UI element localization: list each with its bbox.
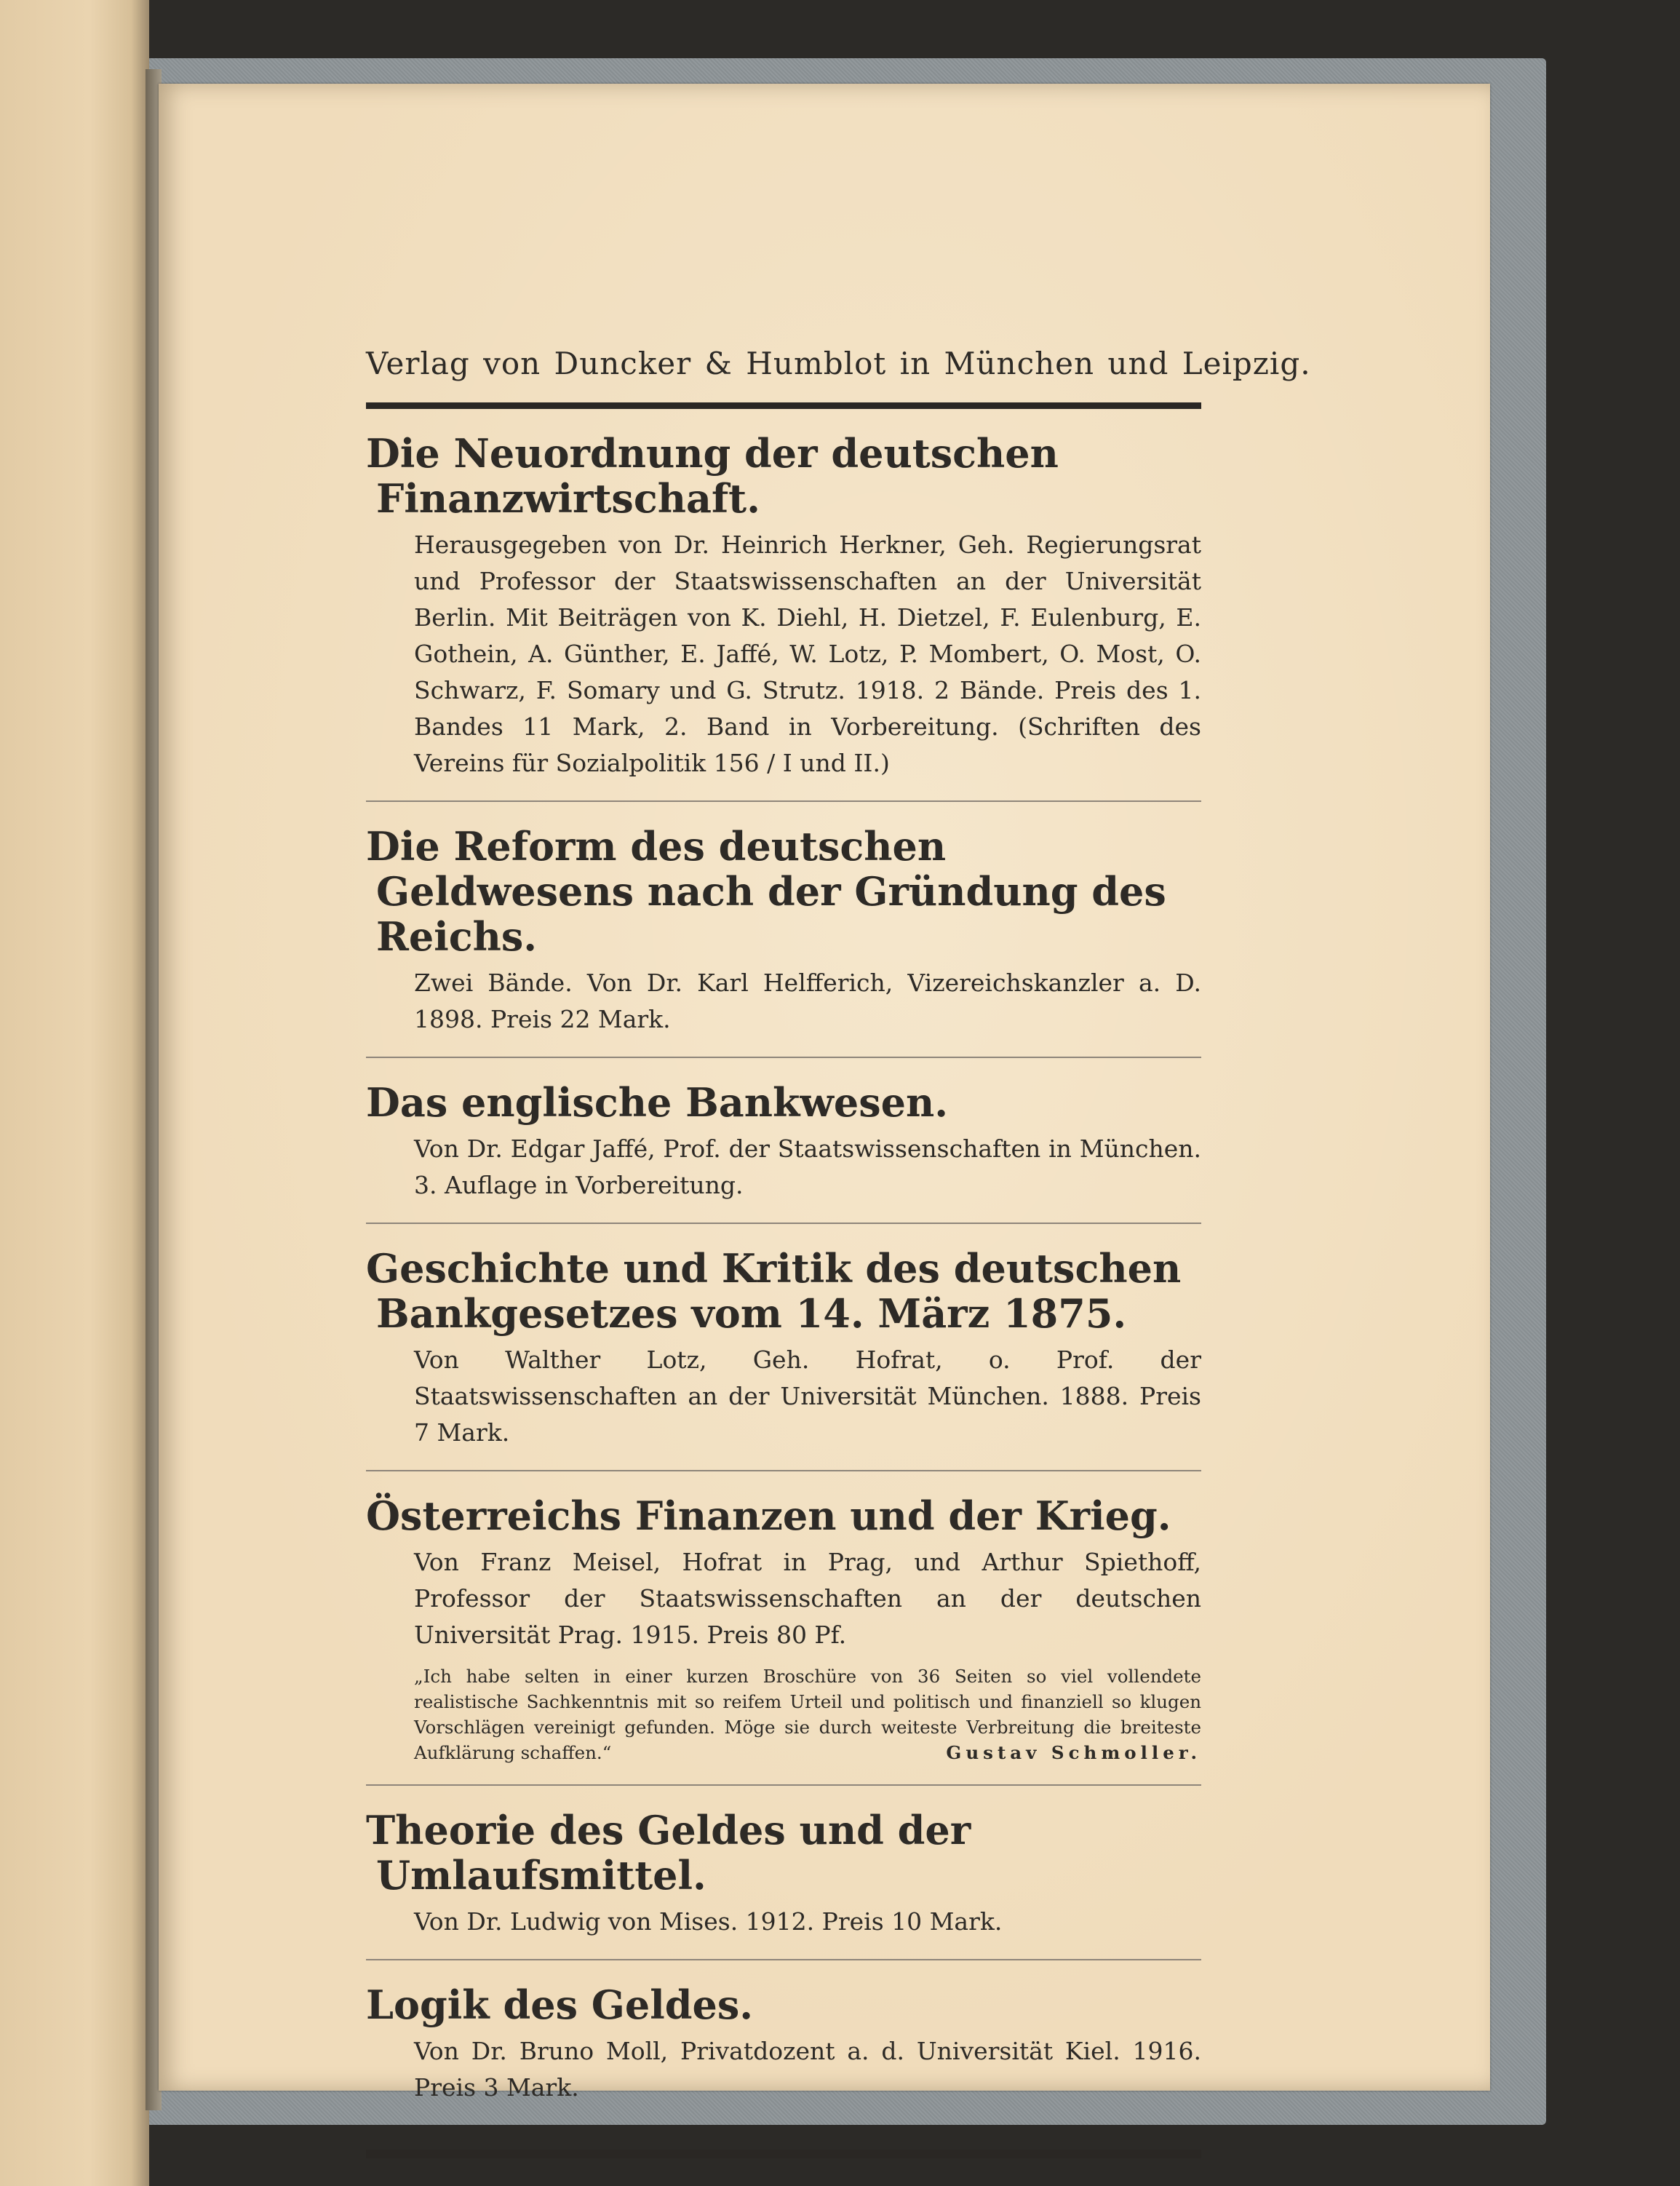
entry-title: Theorie des Geldes und der Umlaufsmittel.: [366, 1807, 971, 1899]
entry-title: Das englische Bankwesen.: [366, 1079, 949, 1126]
entry-divider: [366, 1470, 1201, 1471]
entry-description: Von Dr. Edgar Jaffé, Prof. der Staatswissenschaften in München. 3. Auflage in Vorbereitung.: [414, 1134, 1201, 1200]
book-entry: [366, 1080, 1201, 1204]
left-page: [0, 0, 149, 2186]
publisher-header: Verlag von Duncker & Humblot in München und Leipzig.: [366, 346, 1311, 381]
entry-divider: [366, 1057, 1201, 1058]
entry-title: Die Reform des deutschen Geldwesens nach der Gründung des Reichs.: [366, 823, 1166, 961]
entry-title: Logik des Geldes.: [366, 1982, 754, 2029]
entry-divider: [366, 1784, 1201, 1786]
book-entry: [366, 1493, 1201, 1765]
page-content: [366, 346, 1311, 2158]
entry-description: Von Franz Meisel, Hofrat in Prag, und Arthur Spiethoff, Professor der Staatswissenschaften an der deutschen Universität Prag. 1915. Preis 80 Pf.: [414, 1548, 1201, 1650]
book-entry: [366, 1246, 1201, 1451]
entry-divider: [366, 1959, 1201, 1960]
entry-divider: [366, 1223, 1201, 1224]
entry-description: Von Dr. Bruno Moll, Privatdozent a. d. Universität Kiel. 1916. Preis 3 Mark.: [414, 2037, 1201, 2102]
footer-rule: [366, 2150, 1201, 2158]
book-entry: [366, 1982, 1201, 2106]
book-entry: [366, 1808, 1201, 1940]
entry-description: Von Dr. Ludwig von Mises. 1912. Preis 10 Mark.: [414, 1907, 1003, 1936]
header-rule: [366, 402, 1201, 409]
entry-description: Herausgegeben von Dr. Heinrich Herkner, Geh. Regierungsrat und Professor der Staatswissenschaften an der Universität Berlin. Mit Beiträgen von K. Diehl, H. Dietzel, F. Eulenburg, E. Gothein, A. Günther, E. Jaffé, W. Lotz, P. Mombert, O. Most, O. Schwarz, F. Somary und G. Strutz. 1918. 2 Bände. Preis des 1. Bandes 11 Mark, 2. Band in Vorbereitung. (Schriften des Vereins für Sozialpolitik 156 / I und II.): [414, 530, 1201, 778]
entry-title: Österreichs Finanzen und der Krieg.: [366, 1493, 1171, 1540]
review-quote: [414, 1664, 1201, 1765]
quote-text: „Ich habe selten in einer kurzen Broschüre von 36 Seiten so viel vollendete realistische Sachkenntnis mit so reifem Urteil und politisch und finanziell so klugen Vorschlägen vereinigt gefunden. Möge sie durch weiteste Verbreitung die breiteste Aufklärung schaffen.“: [414, 1666, 1201, 1764]
entry-title: Die Neuordnung der deutschen Finanzwirtschaft.: [366, 430, 1059, 522]
book-entry: [366, 431, 1201, 782]
entry-description: Zwei Bände. Von Dr. Karl Helfferich, Vizereichskanzler a. D. 1898. Preis 22 Mark.: [414, 969, 1201, 1034]
quote-author: Gustav Schmoller.: [946, 1742, 1201, 1764]
right-page: [159, 84, 1490, 2102]
entry-description: Von Walther Lotz, Geh. Hofrat, o. Prof. der Staatswissenschaften an der Universität München. 1888. Preis 7 Mark.: [414, 1346, 1201, 1447]
book-entry: [366, 824, 1201, 1038]
entry-title: Geschichte und Kritik des deutschen Bankgesetzes vom 14. März 1875.: [366, 1245, 1182, 1338]
entry-divider: [366, 800, 1201, 802]
